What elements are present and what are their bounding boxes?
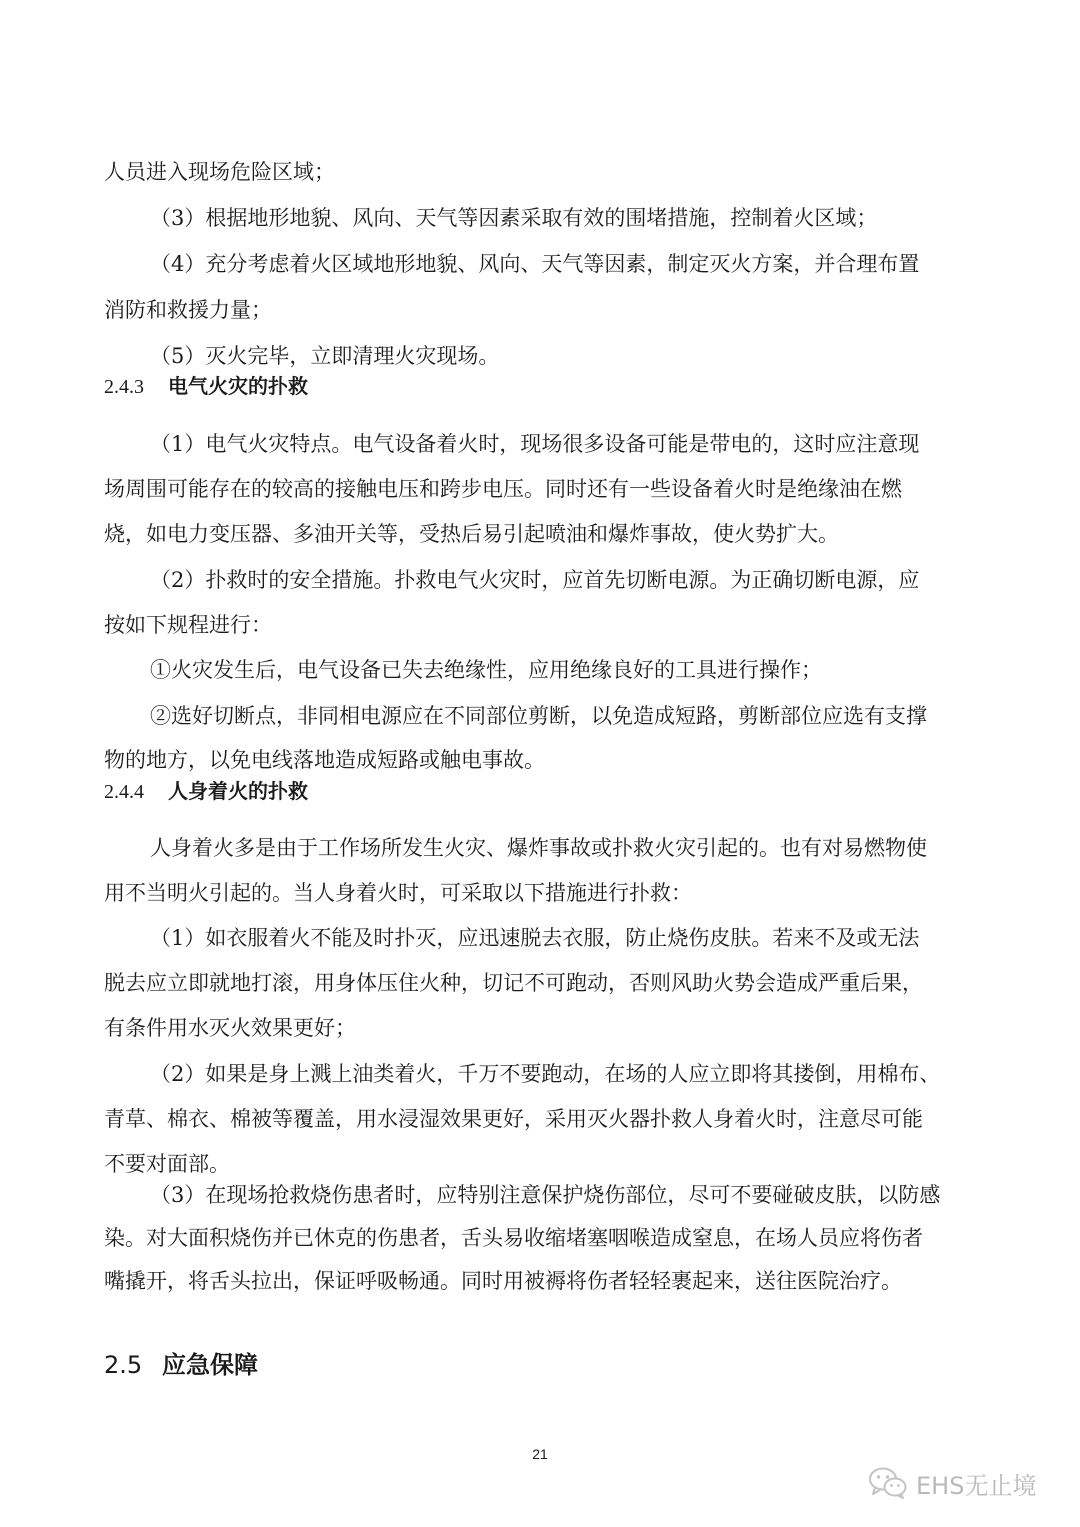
section-number: 2.4.3: [104, 376, 144, 398]
body-line: 物的地方，以免电线落地造成短路或触电事故。: [104, 748, 545, 772]
body-line: 人员进入现场危险区域；: [104, 160, 335, 184]
watermark: [868, 1463, 1036, 1503]
wechat-icon: [868, 1466, 908, 1500]
body-line: 染。对大面积烧伤并已休克的伤患者，舌头易收缩堵塞咽喉造成窒息，在场人员应将伤者: [104, 1226, 923, 1250]
section-title: 电气火灾的扑救: [168, 374, 308, 398]
body-line: （4）充分考虑着火区域地形地貌、风向、天气等因素，制定灭火方案，并合理布置: [150, 252, 920, 276]
body-line: （1）如衣服着火不能及时扑灭，应迅速脱去衣服，防止烧伤皮肤。若来不及或无法: [150, 926, 920, 950]
body-line: 消防和救援力量；: [104, 298, 272, 322]
body-line: （3）在现场抢救烧伤患者时，应特别注意保护烧伤部位，尽可不要碰破皮肤，以防感: [150, 1183, 941, 1207]
body-line: 不要对面部。: [104, 1152, 230, 1176]
body-line: （2）如果是身上溅上油类着火，千万不要跑动，在场的人应立即将其搂倒，用棉布、: [150, 1062, 941, 1086]
body-line: 场周围可能存在的较高的接触电压和跨步电压。同时还有一些设备着火时是绝缘油在燃: [104, 477, 902, 501]
body-line: 烧，如电力变压器、多油开关等，受热后易引起喷油和爆炸事故，使火势扩大。: [104, 522, 839, 546]
body-line: （2）扑救时的安全措施。扑救电气火灾时，应首先切断电源。为正确切断电源，应: [150, 568, 920, 592]
body-line: （5）灭火完毕，立即清理火灾现场。: [150, 344, 500, 368]
body-line: 用不当明火引起的。当人身着火时，可采取以下措施进行扑救：: [104, 881, 692, 905]
body-line: （1）电气火灾特点。电气设备着火时，现场很多设备可能是带电的，这时应注意现: [150, 432, 920, 456]
page-number: 21: [532, 1446, 548, 1462]
body-line: ①火灾发生后，电气设备已失去绝缘性，应用绝缘良好的工具进行操作；: [150, 658, 822, 682]
body-line: ②选好切断点，非同相电源应在不同部位剪断，以免造成短路，剪断部位应选有支撑: [150, 704, 927, 728]
body-line: 青草、棉衣、棉被等覆盖，用水浸湿效果更好，采用灭火器扑救人身着火时，注意尽可能: [104, 1107, 923, 1131]
section-title: 人身着火的扑救: [168, 779, 308, 803]
body-line: 脱去应立即就地打滚，用身体压住火种，切记不可跑动，否则风助火势会造成严重后果，: [104, 971, 923, 995]
watermark-text: EHS无止境: [916, 1471, 1037, 1500]
body-line: （3）根据地形地貌、风向、天气等因素采取有效的围堵措施，控制着火区域；: [150, 206, 878, 230]
body-line: 嘴撬开，将舌头拉出，保证呼吸畅通。同时用被褥将伤者轻轻裹起来，送往医院治疗。: [104, 1269, 902, 1293]
section-number: 2.4.4: [104, 781, 144, 803]
section-number: 2.5: [104, 1351, 143, 1379]
body-line: 有条件用水灭火效果更好；: [104, 1016, 356, 1040]
section-heading-2-4-3: [104, 372, 308, 401]
section-title: 应急保障: [162, 1351, 258, 1379]
body-line: 按如下规程进行：: [104, 613, 272, 637]
section-heading-2-4-4: [104, 777, 308, 806]
section-heading-2-5: [104, 1348, 258, 1382]
body-line: 人身着火多是由于工作场所发生火灾、爆炸事故或扑救火灾引起的。也有对易燃物使: [150, 836, 927, 860]
